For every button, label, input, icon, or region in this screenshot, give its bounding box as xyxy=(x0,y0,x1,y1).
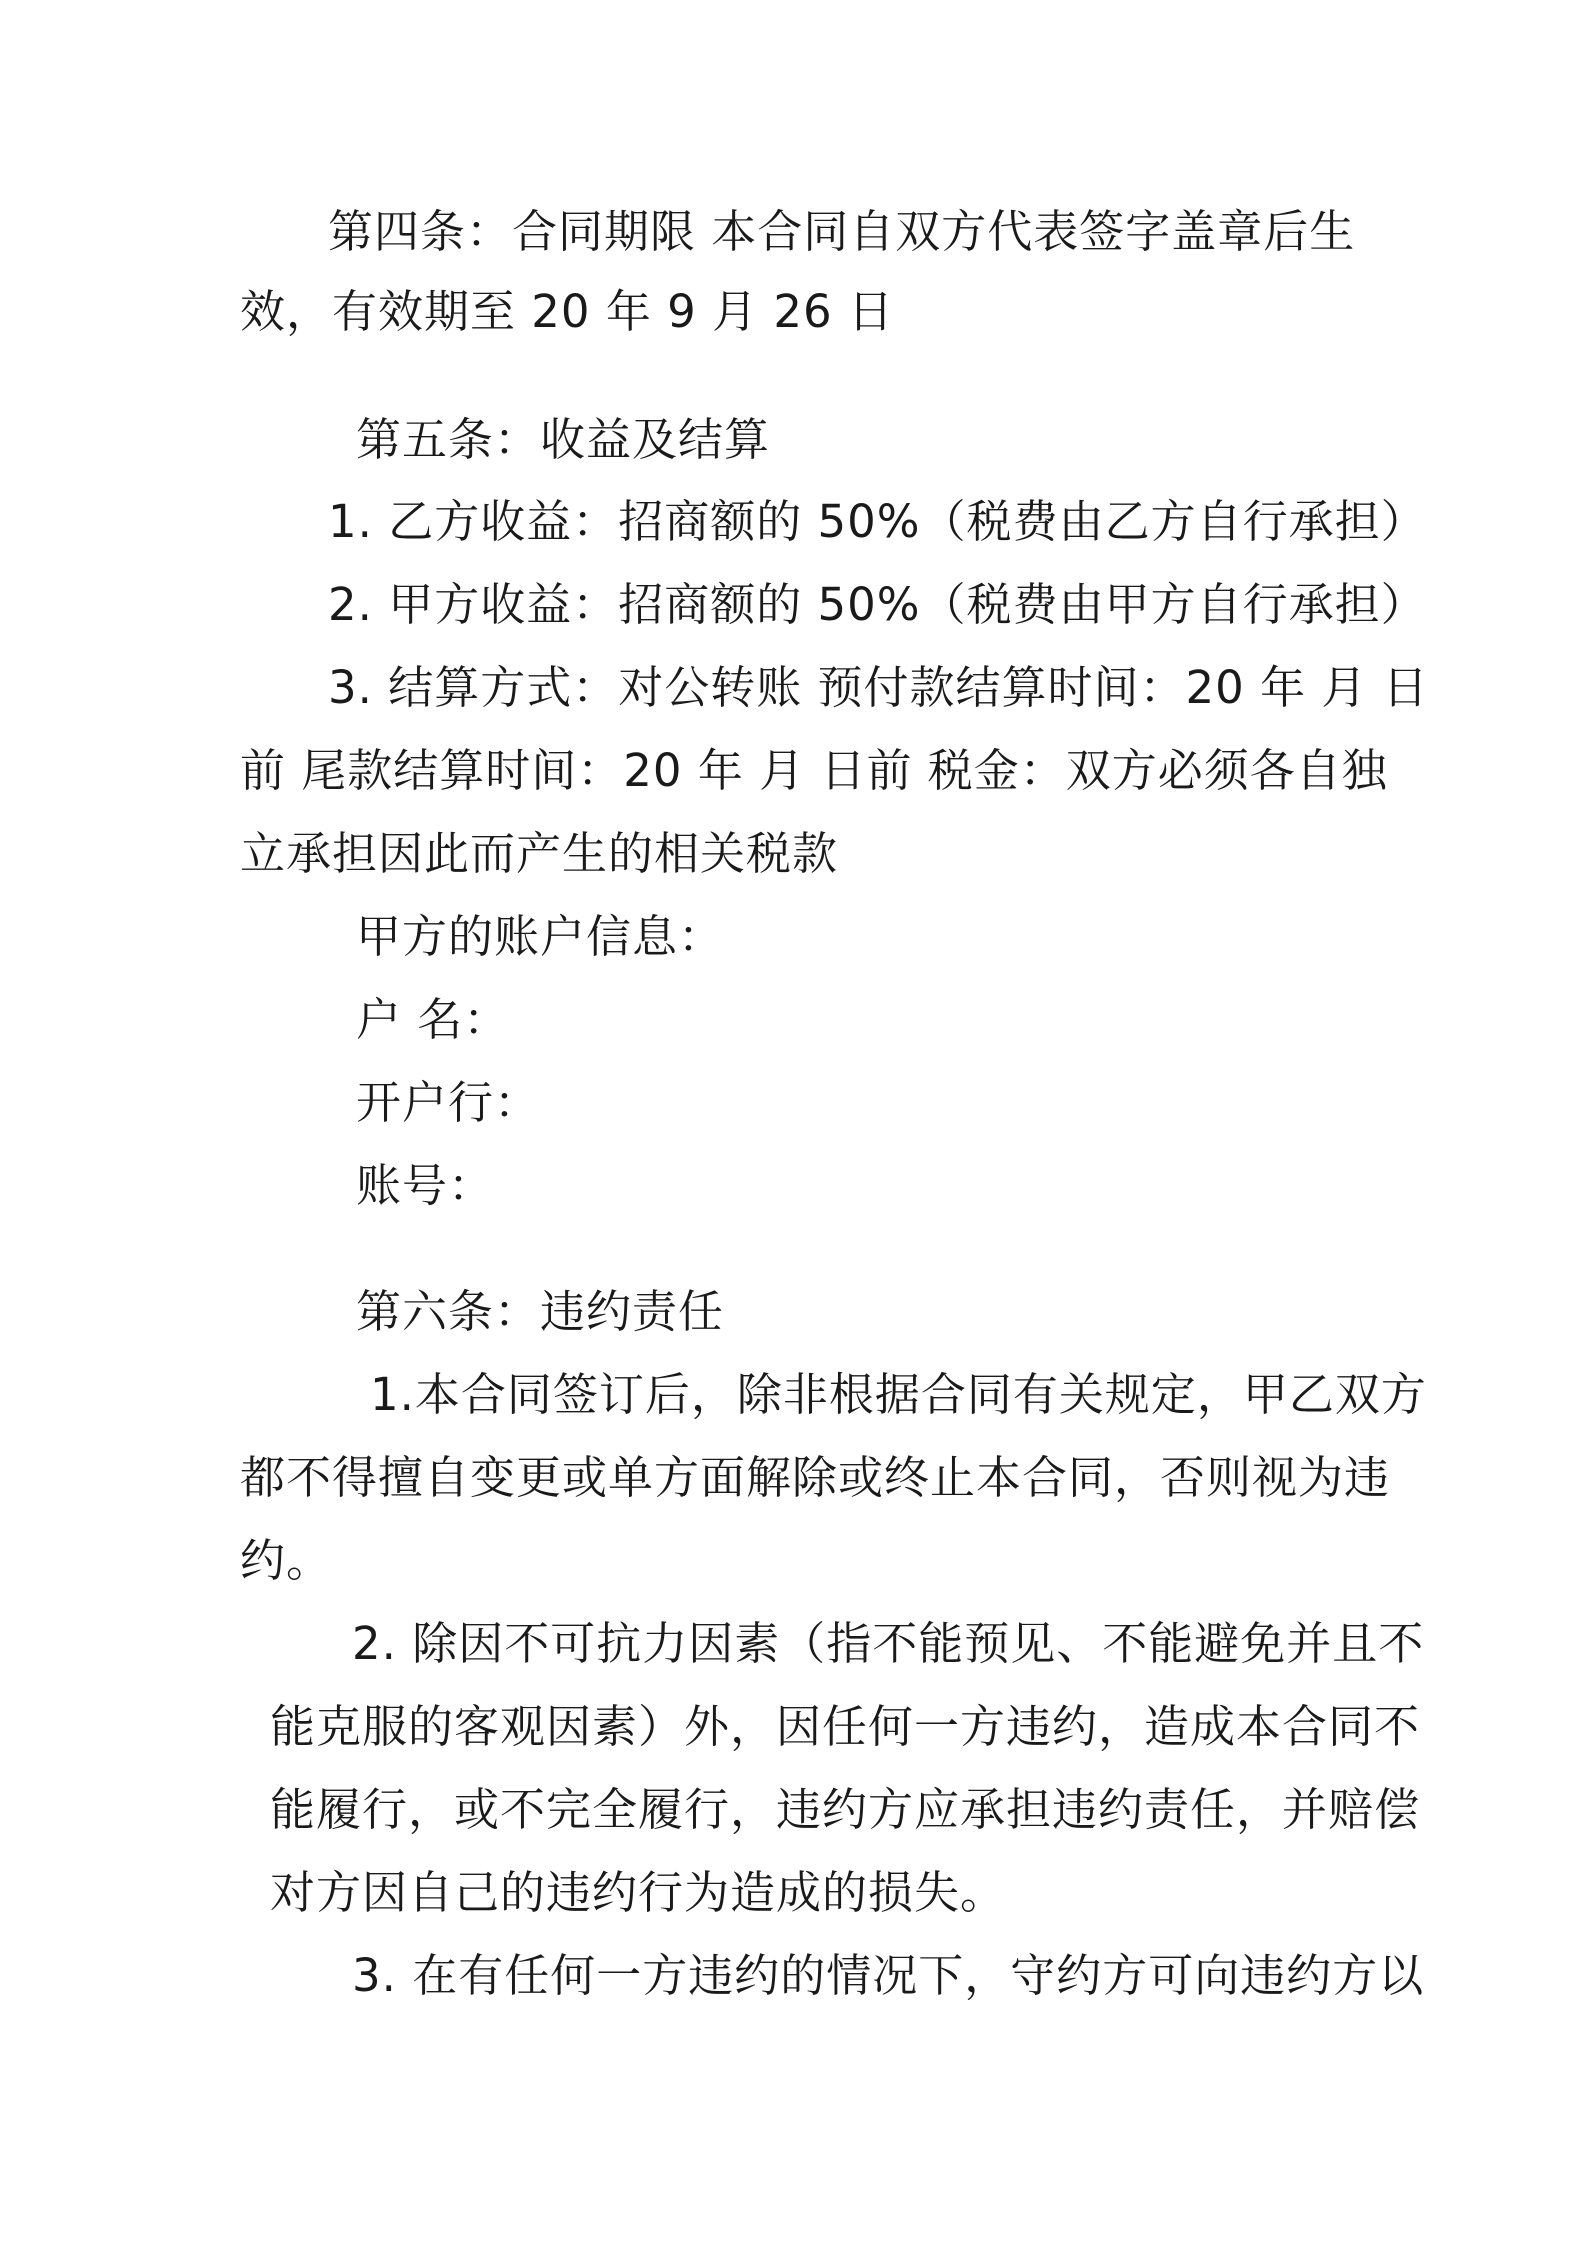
clause2-line3: 能履行，或不完全履行，违约方应承担违约责任，并赔偿 xyxy=(270,1783,1421,1836)
clause1-line3: 约。 xyxy=(240,1534,333,1587)
clause3-line1: 3. 在有任何一方违约的情况下，守约方可向违约方以 xyxy=(352,1949,1425,2002)
article5-item3-line2: 前 尾款结算时间：20 年 月 日前 税金：双方必须各自独 xyxy=(240,744,1388,797)
article5-heading: 第五条：收益及结算 xyxy=(356,413,771,466)
article5-item3-line1: 3. 结算方式：对公转账 预付款结算时间：20 年 月 日 xyxy=(328,661,1429,714)
account-name: 户 名： xyxy=(356,993,510,1046)
account-number: 账号： xyxy=(356,1159,495,1212)
article5-item1: 1. 乙方收益：招商额的 50%（税费由乙方自行承担） xyxy=(328,495,1427,548)
clause1-line2: 都不得擅自变更或单方面解除或终止本合同，否则视为违 xyxy=(240,1451,1391,1504)
article5-item2: 2. 甲方收益：招商额的 50%（税费由甲方自行承担） xyxy=(328,578,1427,631)
account-heading: 甲方的账户信息： xyxy=(356,910,725,963)
clause2-line2: 能克服的客观因素）外，因任何一方违约，造成本合同不 xyxy=(270,1700,1421,1753)
article4-line1: 第四条：合同期限 本合同自双方代表签字盖章后生 xyxy=(328,205,1356,258)
article4-line2: 效，有效期至 20 年 9 月 26 日 xyxy=(240,285,894,338)
account-bank: 开户行： xyxy=(356,1076,541,1129)
clause2-line1: 2. 除因不可抗力因素（指不能预见、不能避免并且不 xyxy=(352,1617,1425,1670)
clause1-line1: 1.本合同签订后，除非根据合同有关规定，甲乙双方 xyxy=(370,1368,1427,1421)
clause2-line4: 对方因自己的违约行为造成的损失。 xyxy=(270,1866,1007,1919)
article6-heading: 第六条：违约责任 xyxy=(356,1285,725,1338)
article5-item3-line3: 立承担因此而产生的相关税款 xyxy=(240,827,839,880)
